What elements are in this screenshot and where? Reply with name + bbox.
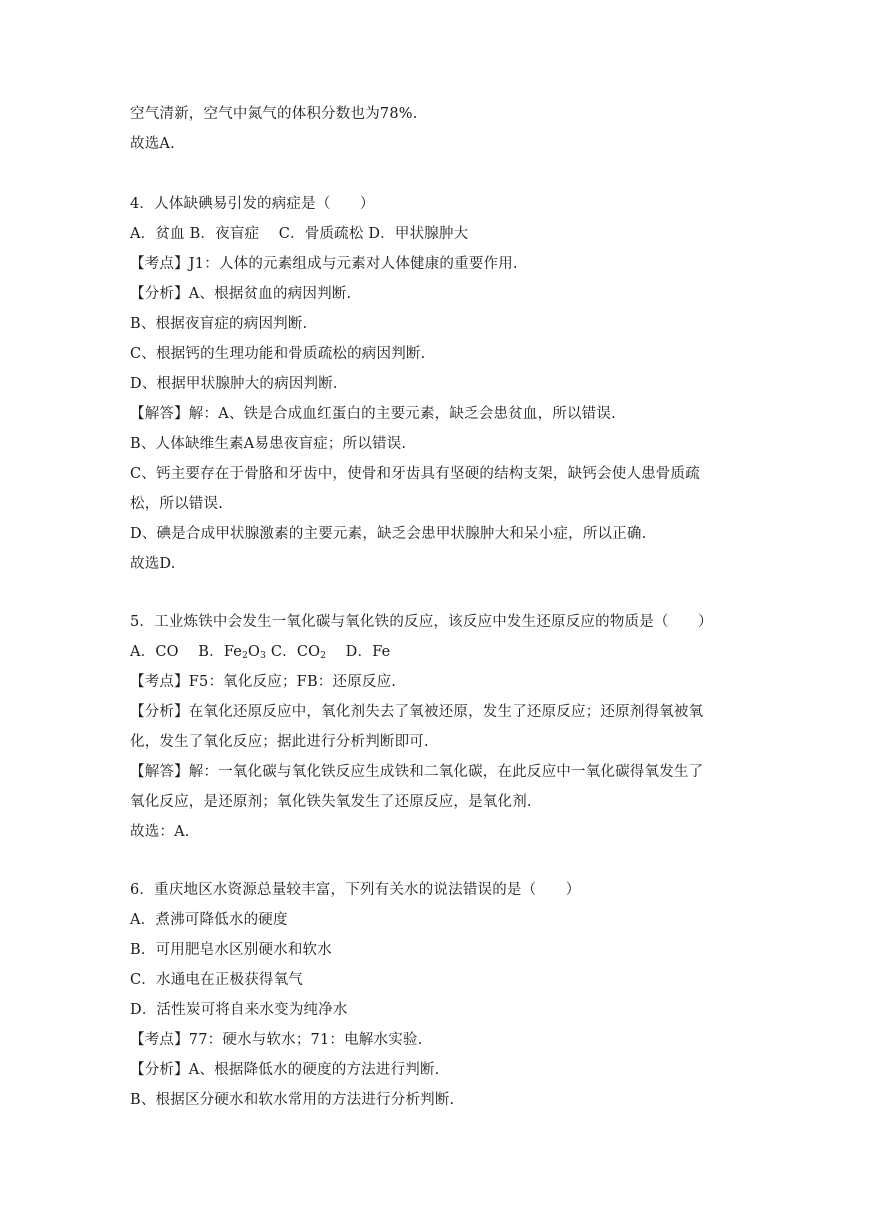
option-d: D．Fe xyxy=(326,644,391,660)
question-5-solution: 【解答】解：一氧化碳与氧化铁反应生成铁和二氧化碳，在此反应中一氧化碳得氧发生了 xyxy=(130,764,704,780)
question-4-kaodian: 【考点】J1：人体的元素组成与元素对人体健康的重要作用. xyxy=(130,256,518,272)
option-c: C．CO xyxy=(266,644,321,660)
question-4-answer: 故选D. xyxy=(130,556,176,572)
question-6-option-c: C．水通电在正极获得氧气 xyxy=(130,972,303,988)
question-5-stem: 5．工业炼铁中会发生一氧化碳与氧化铁的反应，该反应中发生还原反应的物质是（ ） xyxy=(130,614,713,630)
text-line: 空气清新，空气中氮气的体积分数也为78%. xyxy=(130,106,418,122)
question-5-answer: 故选：A. xyxy=(130,824,190,840)
question-4-solution: 【解答】解：A、铁是合成血红蛋白的主要元素，缺乏会患贫血，所以错误. xyxy=(130,406,616,422)
subscript: 2 xyxy=(320,651,327,661)
option-b-mid: O xyxy=(248,644,261,660)
question-4-analysis: D、根据甲状腺肿大的病因判断. xyxy=(130,376,338,392)
question-5-kaodian: 【考点】F5：氧化反应；FB：还原反应. xyxy=(130,674,397,690)
question-6-option-a: A．煮沸可降低水的硬度 xyxy=(130,912,288,928)
question-5-analysis: 【分析】在氧化还原反应中，氧化剂失去了氧被还原，发生了还原反应；还原剂得氧被氧 xyxy=(130,704,704,720)
answer-line: 故选A. xyxy=(130,136,175,152)
question-4-solution: C、钙主要存在于骨胳和牙齿中，使骨和牙齿具有坚硬的结构支架，缺钙会使人患骨质疏 xyxy=(130,466,700,482)
question-4-solution: D、碘是合成甲状腺激素的主要元素，缺乏会患甲状腺肿大和呆小症，所以正确. xyxy=(130,526,647,542)
question-6-option-d: D．活性炭可将自来水变为纯净水 xyxy=(130,1002,348,1018)
question-6-analysis: B、根据区分硬水和软水常用的方法进行分析判断. xyxy=(130,1092,455,1108)
question-4-analysis: C、根据钙的生理功能和骨质疏松的病因判断. xyxy=(130,346,426,362)
question-4-stem: 4．人体缺碘易引发的病症是（ ） xyxy=(130,196,375,212)
question-4-solution: B、人体缺维生素A易患夜盲症；所以错误. xyxy=(130,436,407,452)
question-6-kaodian: 【考点】77：硬水与软水；71：电解水实验. xyxy=(130,1032,423,1048)
question-4-analysis: B、根据夜盲症的病因判断. xyxy=(130,316,308,332)
question-5-solution: 氧化反应，是还原剂；氧化铁失氧发生了还原反应，是氧化剂. xyxy=(130,794,532,810)
question-5-analysis: 化，发生了氧化反应；据此进行分析判断即可. xyxy=(130,734,429,750)
question-6-option-b: B．可用肥皂水区别硬水和软水 xyxy=(130,942,332,958)
question-6-analysis: 【分析】A、根据降低水的硬度的方法进行判断. xyxy=(130,1062,440,1078)
question-4-options: A．贫血 B．夜盲症 C．骨质疏松 D．甲状腺肿大 xyxy=(130,226,469,242)
option-a-b: A．CO B．Fe xyxy=(130,644,243,660)
question-4-analysis: 【分析】A、根据贫血的病因判断. xyxy=(130,286,352,302)
subscript: 3 xyxy=(260,651,267,661)
subscript: 2 xyxy=(242,651,249,661)
question-4-solution: 松，所以错误. xyxy=(130,496,224,512)
question-5-options xyxy=(130,642,770,662)
question-6-stem: 6．重庆地区水资源总量较丰富，下列有关水的说法错误的是（ ） xyxy=(130,882,581,898)
